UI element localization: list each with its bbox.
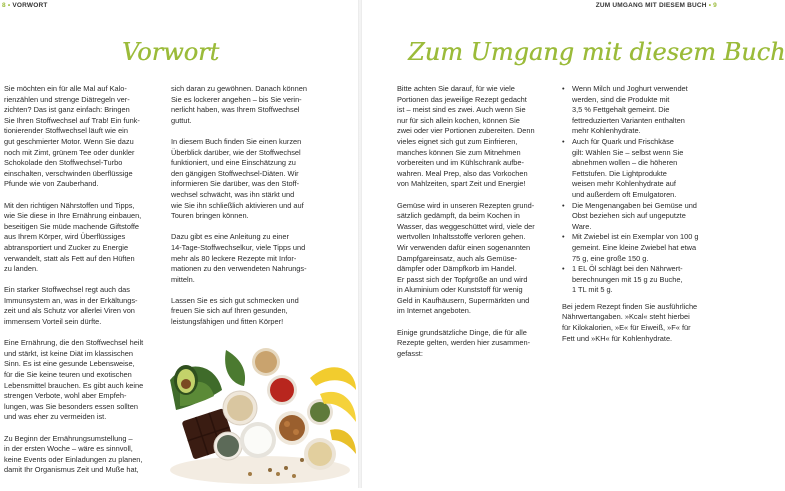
left-running-head bbox=[2, 2, 48, 9]
bullet-icon: • bbox=[562, 264, 565, 274]
paragraph: Sie möchten ein für alle Mal auf Kalo- rienzählen und strenge Diätregeln ver- zichten? Das ist ganz einfach: Bringen Sie Ihren Stoffwechsel auf Trab! Ein funk- tionierender Stoffwechsel läuft wie ein gut geschmierter Motor. Wenn Sie dazu noch mit Zimt, grünem Tee oder dunkler Schokolade den Stoffwechsel-Turbo einschalten, verschwinden überflüssige Pfunde wie von Zauberhand. bbox=[4, 84, 140, 189]
rules-list bbox=[562, 84, 720, 296]
food-illustration bbox=[170, 350, 356, 486]
page-title-umgang: Zum Umgang mit diesem Buch bbox=[408, 38, 785, 66]
list-item-text: 1 EL Öl schlägt bei den Nährwert- berechnungen mit 15 g zu Buche, 1 TL mit 5 g. bbox=[572, 264, 683, 295]
list-item bbox=[562, 232, 720, 264]
running-head-left: VORWORT bbox=[12, 2, 48, 9]
list-item bbox=[562, 264, 720, 296]
paragraph: sich daran zu gewöhnen. Danach können Sie es lockerer angehen – bis Sie verin- nerlicht haben, was Ihrem Stoffwechsel guttut. bbox=[171, 84, 308, 125]
paragraph: Bitte achten Sie darauf, für wie viele Portionen das jeweilige Rezept gedacht ist – meist sind es zwei. Auch wenn Sie nur für sich allein kochen, können Sie zwei oder vier Portionen zubereiten. Denn vieles eignet sich gut zum Einfrieren, manches können Sie zum Mitnehmen vorbereiten und im Kühlschrank aufbe- wahren. Meal Prep, also das Vorkochen von Mahlzeiten, spart Zeit und Energie! bbox=[397, 84, 535, 189]
header-separator-right: • bbox=[708, 2, 712, 9]
paragraph: Lassen Sie es sich gut schmecken und freuen Sie sich auf Ihren gesunden, leistungsfähigen und fitten Körper! bbox=[171, 295, 299, 327]
paragraph: Bei jedem Rezept finden Sie ausführliche Nährwertangaben. »Kcal« steht hierbei für Kilokalorien, »E« für Eiweiß, »F« für Fett und »KH« für Kohlenhydrate. bbox=[562, 301, 698, 343]
header-separator-left: • bbox=[7, 2, 11, 9]
page-number-right: 9 bbox=[713, 2, 717, 9]
bullet-icon: • bbox=[562, 200, 565, 210]
list-item bbox=[562, 201, 720, 233]
right-column-1 bbox=[397, 84, 557, 370]
paragraph: Mit den richtigen Nährstoffen und Tipps, wie Sie diese in Ihre Ernährung einbauen, beseitigen Sie müde machende Giftstoffe aus Ihrem Körper, wird Überflüssiges abtransportiert und Zucker zu Energie verwandelt, statt als Fett auf den Hüften zu landen. bbox=[4, 200, 142, 274]
paragraph: Ein starker Stoffwechsel regt auch das Immunsystem an, was in der Erkältungs- zeit und als Schutz vor allerlei Viren von immensem Vorteil sein dürfte. bbox=[4, 285, 138, 327]
right-column-2 bbox=[562, 84, 720, 355]
paragraph: Dazu gibt es eine Anleitung zu einer 14-Tage-Stoffwechselkur, viele Tipps und mehr als 80 leckere Rezepte mit Infor- mationen zu den verwendeten Nahrungs- mitteln. bbox=[171, 232, 307, 284]
page-title-vorwort: Vorwort bbox=[122, 38, 220, 66]
left-column-1 bbox=[4, 84, 164, 487]
running-head-right: ZUM UMGANG MIT DIESEM BUCH bbox=[595, 2, 707, 9]
bullet-icon: • bbox=[562, 232, 565, 242]
left-page bbox=[0, 0, 358, 488]
paragraph: Eine Ernährung, die den Stoffwechsel heilt und stärkt, ist keine Diät im klassischen Sinn. Es ist eine gesunde Lebensweise, für die Sie keine teuren und exotischen Lebensmittel brauchen. Es gibt auch keine strengen Verbote, wohl aber Empfeh- lungen, was Sie besonders essen sollten und was eher zu vermeiden ist. bbox=[4, 338, 144, 422]
right-running-head bbox=[596, 2, 717, 9]
list-item-text: Auch für Quark und Frischkäse gilt: Wählen Sie – selbst wenn Sie abnehmen wollen – die höheren Fettstufen. Die Lightprodukte weisen mehr Kohlenhydrate auf und außerdem oft Emulgatoren. bbox=[572, 136, 684, 199]
paragraph: Einige grundsätzliche Dinge, die für alle Rezepte gelten, werden hier zusammen- gefasst: bbox=[397, 327, 531, 358]
healthy-food-photo bbox=[170, 350, 356, 486]
left-column-2 bbox=[171, 84, 339, 338]
bullet-icon: • bbox=[562, 84, 565, 93]
list-item-text: Mit Zwiebel ist ein Exemplar von 100 g gemeint. Eine kleine Zwiebel hat etwa 75 g, eine große 150 g. bbox=[572, 232, 699, 263]
list-item-text: Die Mengenangaben bei Gemüse und Obst beziehen sich auf ungeputzte Ware. bbox=[572, 200, 697, 231]
list-item bbox=[562, 84, 720, 137]
paragraph: Gemüse wird in unseren Rezepten grund- sätzlich gedämpft, da beim Kochen in Wasser, das weggeschüttet wird, viele der wertvollen Inhaltsstoffe verloren gehen. Wir verwenden dafür einen sogenannten Dampfgareinsatz, auch als Gemüse- dämpfer oder Dämpfkorb im Handel. Er passt sich der Topfgröße an und wird in Aluminium oder Kunststoff für wenig Geld in Kaufhäusern, Supermärkten und im Internet angeboten. bbox=[397, 200, 535, 316]
paragraph: In diesem Buch finden Sie einen kurzen Überblick darüber, wie der Stoffwechsel funktioniert, und eine Einschätzung zu den gängigen Stoffwechsel-Diäten. Wir informieren Sie darüber, was den Stoff- wechsel schwächt, was ihn stärkt und wie Sie ihn schließlich aktivieren und auf Touren bringen können. bbox=[171, 136, 304, 221]
bullet-icon: • bbox=[562, 136, 565, 146]
right-page bbox=[362, 0, 785, 488]
list-item-text: Wenn Milch und Joghurt verwendet werden, sind die Produkte mit 3,5 % Fettgehalt gemeint. Die fettreduzierten Varianten enthalten mehr Kohlenhydrate. bbox=[572, 84, 688, 136]
paragraph: Zu Beginn der Ernährungsumstellung – in der ersten Woche – wäre es sinnvoll, keine Events oder Einladungen zu planen, damit Ihr Organismus Zeit und Muße hat, bbox=[4, 433, 143, 475]
page-number-left: 8 bbox=[2, 2, 6, 9]
list-item bbox=[562, 137, 720, 201]
